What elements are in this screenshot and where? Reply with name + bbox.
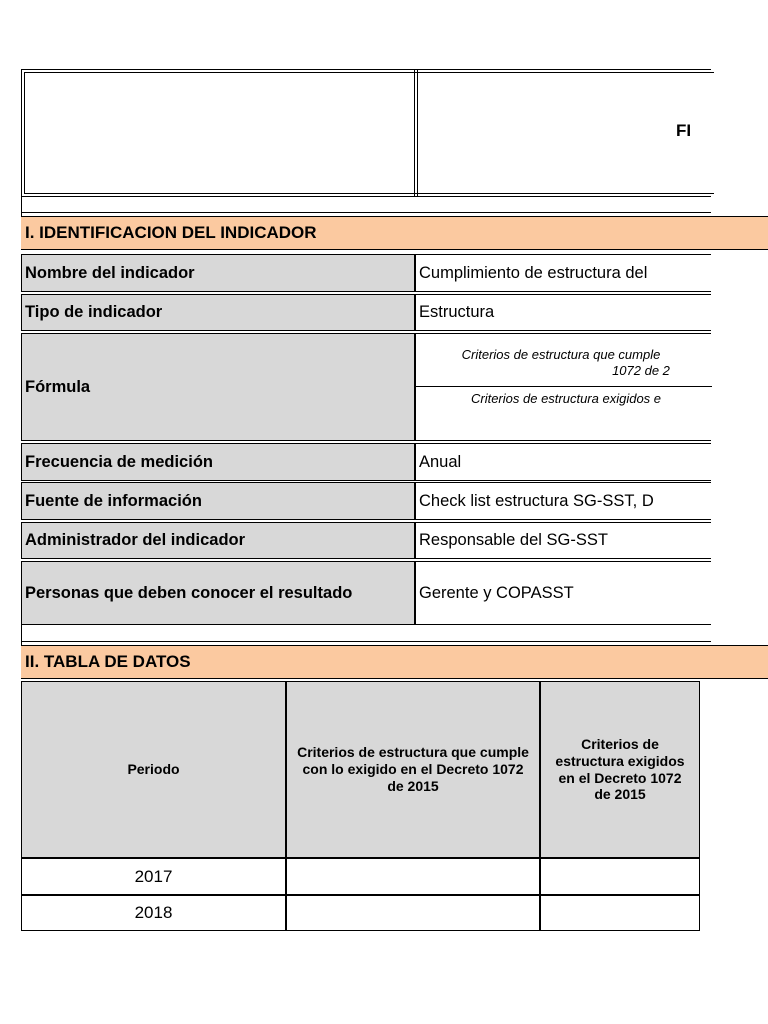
value-administrador: Responsable del SG-SST: [415, 522, 711, 559]
formula-denominator: Criterios de estructura exigidos e: [470, 391, 662, 406]
label-personas: Personas que deben conocer el resultado: [21, 561, 415, 625]
left-border-2: [21, 625, 22, 645]
value-fuente: Check list estructura SG-SST, D: [415, 482, 711, 520]
col-header-criterios-cumple: Criterios de estructura que cumple con lo exigido en el Decreto 1072 de 2015: [286, 681, 540, 858]
value-tipo: Estructura: [415, 294, 711, 331]
formula-cell: [415, 333, 711, 441]
col-header-criterios-exigidos: Criterios de estructura exigidos en el Decreto 1072 de 2015: [540, 681, 700, 858]
header-inner-frame: [24, 72, 714, 194]
value-personas: Gerente y COPASST: [415, 561, 711, 625]
formula-fraction-bar: [416, 386, 712, 387]
label-fuente: Fuente de información: [21, 482, 415, 520]
label-frecuencia: Frecuencia de medición: [21, 443, 415, 481]
cell-period-2018: 2018: [21, 895, 286, 931]
label-tipo: Tipo de indicador: [21, 294, 415, 331]
cell-c1-2018[interactable]: [286, 895, 540, 931]
formula-numerator-line2: 1072 de 2: [612, 363, 670, 378]
col-header-periodo: Periodo: [21, 681, 286, 858]
header-title: FI: [676, 121, 692, 140]
spacer-rule-2: [21, 641, 711, 642]
section-data-title: II. TABLA DE DATOS: [21, 645, 768, 679]
label-nombre: Nombre del indicador: [21, 254, 415, 292]
label-administrador: Administrador del indicador: [21, 522, 415, 559]
section-identification-title: I. IDENTIFICACION DEL INDICADOR: [21, 216, 768, 250]
header-divider: [414, 69, 418, 197]
value-frecuencia: Anual: [415, 443, 711, 481]
spacer-rule: [21, 212, 711, 213]
label-formula: Fórmula: [21, 333, 415, 441]
cell-c2-2018[interactable]: [540, 895, 700, 931]
cell-period-2017: 2017: [21, 858, 286, 895]
cell-c1-2017[interactable]: [286, 858, 540, 895]
value-nombre: Cumplimiento de estructura del: [415, 254, 711, 292]
cell-c2-2017[interactable]: [540, 858, 700, 895]
formula-numerator-line1: Criterios de estructura que cumple: [461, 347, 661, 362]
